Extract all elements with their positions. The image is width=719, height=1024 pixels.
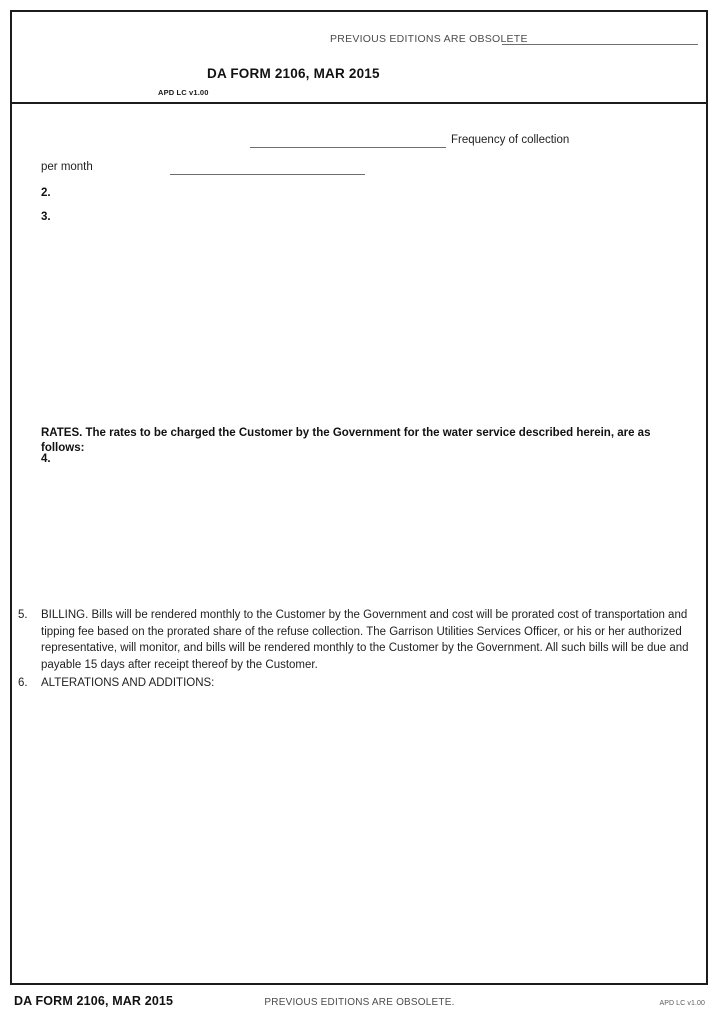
item-4-number: 4. [41,453,51,465]
clause-alterations-number: 6. [18,677,28,689]
clause-billing-number: 5. [18,609,28,621]
header-form-title: DA FORM 2106, MAR 2015 [207,66,380,81]
form-border [10,10,708,985]
per-month-fill-in-rule[interactable] [170,174,365,175]
frequency-of-collection-label: Frequency of collection [451,134,570,146]
header-body-divider [10,102,708,104]
item-2-number: 2. [41,187,51,199]
clause-billing-text: BILLING. Bills will be rendered monthly to the Customer by the Government and cost will be prorated cost of transportation and tipping fee based on the prorated share of the refuse collection. The Garrison Utilities Services Officer, or his or her authorized representative, will monitor, and bills will be rendered monthly to the Customer by the Government. All such bills will be due and payable 15 days after receipt thereof by the Customer. [41,609,689,671]
footer-obsolete-notice: PREVIOUS EDITIONS ARE OBSOLETE. [264,997,455,1008]
footer-form-id: DA FORM 2106, MAR 2015 [14,994,174,1008]
frequency-fill-in-rule[interactable] [250,147,446,148]
header-fill-in-rule [502,44,698,45]
per-month-label: per month [41,161,93,173]
header-version-tag: APD LC v1.00 [158,88,209,97]
clause-billing [18,607,693,673]
footer-version-tag: APD LC v1.00 [659,1000,705,1007]
header-obsolete-notice: PREVIOUS EDITIONS ARE OBSOLETE [330,33,528,45]
clause-alterations-text: ALTERATIONS AND ADDITIONS: [41,677,215,689]
clause-alterations [18,675,693,692]
item-3-number: 3. [41,211,51,223]
rates-paragraph: RATES. The rates to be charged the Customer by the Government for the water service described herein, are as follows: [41,427,651,454]
